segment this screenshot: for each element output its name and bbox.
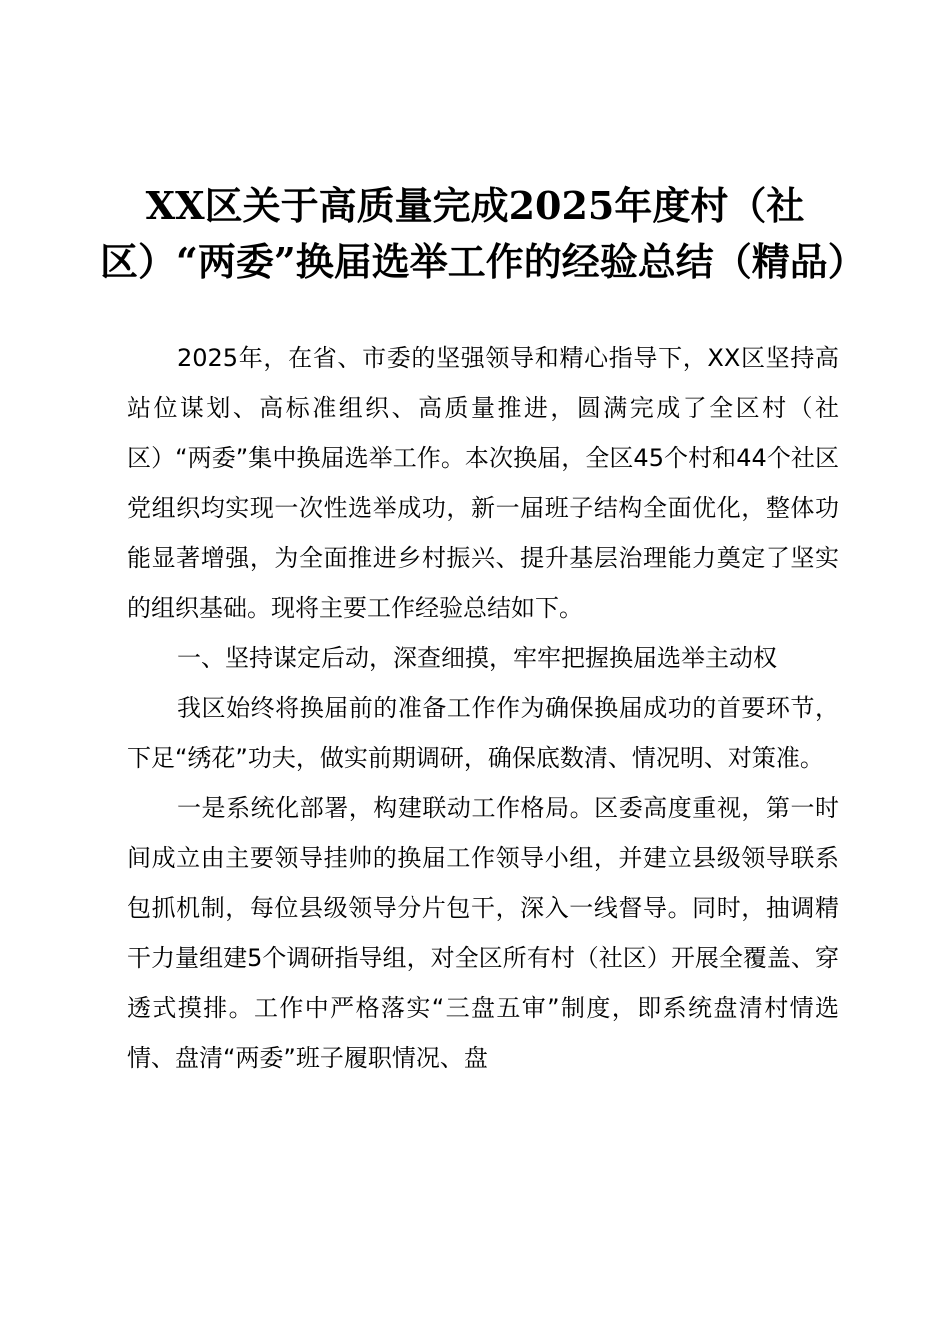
document-body [127, 333, 839, 1083]
intro-paragraph: 2025年，在省、市委的坚强领导和精心指导下，XX区坚持高站位谋划、高标准组织、高质量推进，圆满完成了全区村（社区）“两委”集中换届选举工作。本次换届，全区45个村和44个社区党组织均实现一次性选举成功，新一届班子结构全面优化，整体功能显著增强，为全面推进乡村振兴、提升基层治理能力奠定了坚实的组织基础。现将主要工作经验总结如下。 [127, 344, 839, 622]
section-heading: 一、坚持谋定后动，深查细摸，牢牢把握换届选举主动权 [177, 644, 777, 672]
document-title: XX区关于高质量完成2025年度村（社区）“两委”换届选举工作的经验总结（精品） [100, 183, 866, 284]
section-intro-paragraph: 我区始终将换届前的准备工作作为确保换届成功的首要环节，下足“绣花”功夫，做实前期调研，确保底数清、情况明、对策准。 [127, 694, 839, 772]
point-one-paragraph: 一是系统化部署，构建联动工作格局。区委高度重视，第一时间成立由主要领导挂帅的换届工作领导小组，并建立县级领导联系包抓机制，每位县级领导分片包干，深入一线督导。同时，抽调精干力量组建5个调研指导组，对全区所有村（社区）开展全覆盖、穿透式摸排。工作中严格落实“三盘五审”制度，即系统盘清村情选情、盘清“两委”班子履职情况、盘 [127, 794, 839, 1072]
